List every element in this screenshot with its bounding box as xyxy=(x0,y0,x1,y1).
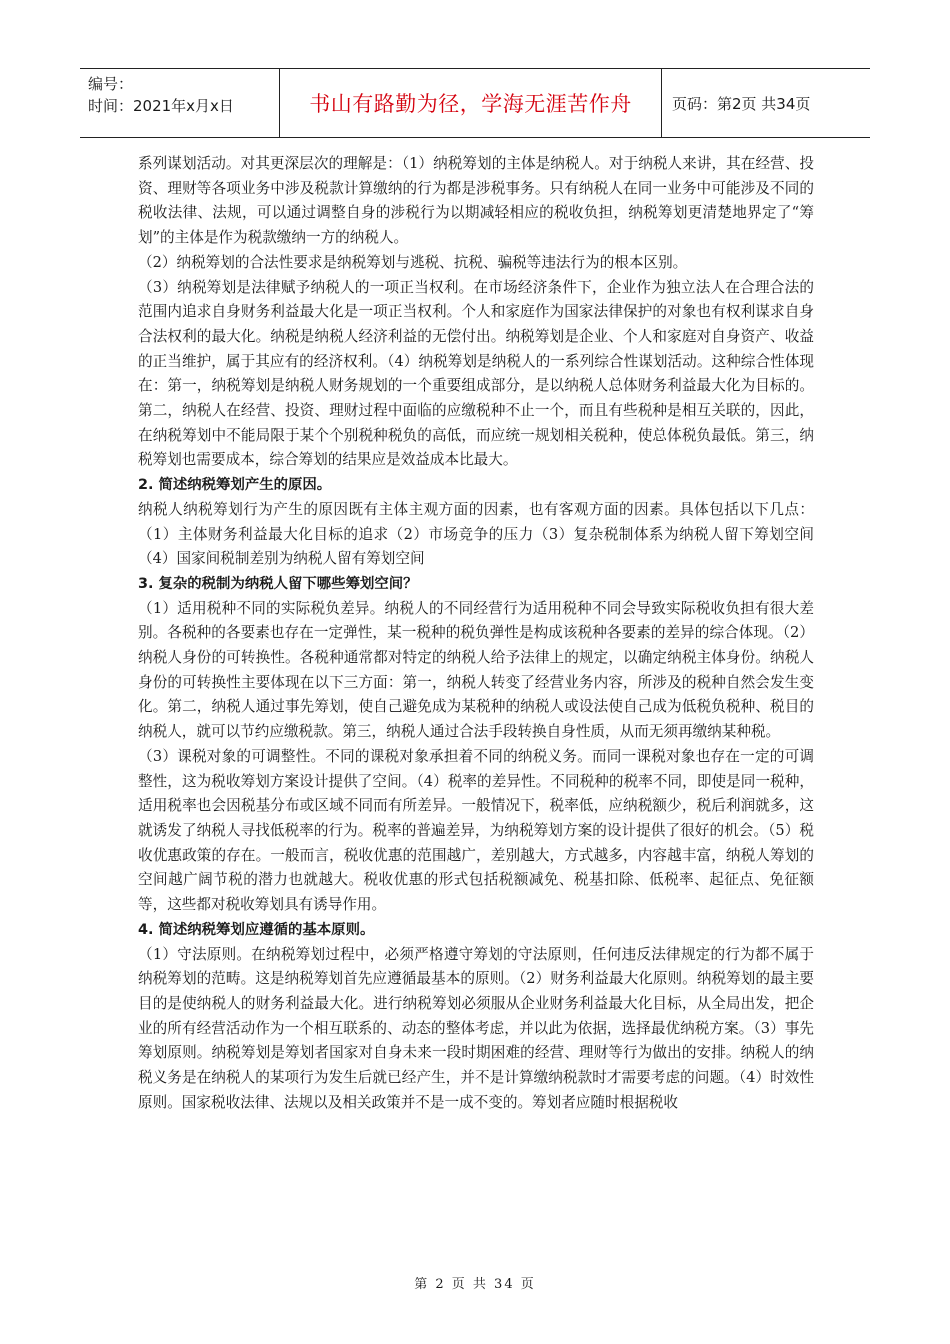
body-paragraph: （3）纳税筹划是法律赋予纳税人的一项正当权利。在市场经济条件下，企业作为独立法人在合理合法的范围内追求自身财务利益最大化是一项正当权利。个人和家庭作为国家法律保护的对象也有权利谋求自身合法权利的最大化。纳税是纳税人经济利益的无偿付出。纳税筹划是企业、个人和家庭对自身资产、收益的正当维护，属于其应有的经济权利。（4）纳税筹划是纳税人的一系列综合性谋划活动。这种综合性体现在：第一，纳税筹划是纳税人财务规划的一个重要组成部分，是以纳税人总体财务利益最大化为目标的。第二，纳税人在经营、投资、理财过程中面临的应缴税种不止一个，而且有些税种是相互关联的，因此，在纳税筹划中不能局限于某个个别税种税负的高低，而应统一规划相关税种，使总体税负最低。第三，纳税筹划也需要成本，综合筹划的结果应是效益成本比最大。 xyxy=(138,278,814,469)
document-number: 编号： xyxy=(88,75,134,93)
header-page-number: 页码：第2页 共34页 xyxy=(672,94,811,113)
body-paragraph: （3）课税对象的可调整性。不同的课税对象承担着不同的纳税义务。而同一课税对象也存在一定的可调整性，这为税收筹划方案设计提供了空间。（4）税率的差异性。不同税种的税率不同，即使是同一税种，适用税率也会因税基分布或区域不同而有所差异。一般情况下，税率低，应纳税额少，税后利润就多，这就诱发了纳税人寻找低税率的行为。税率的普遍差异，为纳税筹划方案的设计提供了很好的机会。（5）税收优惠政策的存在。一般而言，税收优惠的范围越广，差别越大，方式越多，内容越丰富，纳税人筹划的空间越广阔节税的潜力也就越大。税收优惠的形式包括税额减免、税基扣除、低税率、起征点、免征额等，这些都对税收筹划具有诱导作用。 xyxy=(138,747,814,914)
document-date: 时间：2021年x月x日 xyxy=(88,97,234,115)
header-motto: 书山有路勤为径，学海无涯苦作舟 xyxy=(280,69,662,137)
question-heading: 3. 复杂的税制为纳税人留下哪些筹划空间？ xyxy=(138,575,418,592)
question-heading: 4. 简述纳税筹划应遵循的基本原则。 xyxy=(138,921,375,938)
body-paragraph: 系列谋划活动。对其更深层次的理解是：（1）纳税筹划的主体是纳税人。对于纳税人来讲，其在经营、投资、理财等各项业务中涉及税款计算缴纳的行为都是涉税事务。只有纳税人在同一业务中可能涉及不同的税收法律、法规，可以通过调整自身的涉税行为以期减轻相应的税收负担，纳税筹划更清楚地界定了“筹划”的主体是作为税款缴纳一方的纳税人。 xyxy=(138,155,814,247)
body-paragraph: （2）纳税筹划的合法性要求是纳税筹划与逃税、抗税、骗税等违法行为的根本区别。 xyxy=(138,253,688,271)
question-heading: 2. 简述纳税筹划产生的原因。 xyxy=(138,477,332,494)
header-meta xyxy=(80,69,280,137)
document-body xyxy=(138,152,814,1115)
page-footer: 第 2 页 共 34 页 xyxy=(414,1277,536,1292)
body-paragraph: （1）适用税种不同的实际税负差异。纳税人的不同经营行为适用税种不同会导致实际税收负担有很大差别。各税种的各要素也存在一定弹性，某一税种的税负弹性是构成该税种各要素的差异的综合体现。（2）纳税人身份的可转换性。各税种通常都对特定的纳税人给予法律上的规定，以确定纳税主体身份。纳税人身份的可转换性主要体现在以下三方面：第一，纳税人转变了经营业务内容，所涉及的税种自然会发生变化。第二，纳税人通过事先筹划，使自己避免成为某税种的纳税人或设法使自己成为低税负税种、税目的纳税人，就可以节约应缴税款。第三，纳税人通过合法手段转换自身性质，从而无须再缴纳某种税。 xyxy=(138,599,814,741)
page-header xyxy=(80,68,870,138)
body-paragraph: （1）守法原则。在纳税筹划过程中，必须严格遵守筹划的守法原则，任何违反法律规定的行为都不属于纳税筹划的范畴。这是纳税筹划首先应遵循最基本的原则。（2）财务利益最大化原则。纳税筹划的最主要目的是使纳税人的财务利益最大化。进行纳税筹划必须服从企业财务利益最大化目标，从全局出发，把企业的所有经营活动作为一个相互联系的、动态的整体考虑，并以此为依据，选择最优纳税方案。（3）事先筹划原则。纳税筹划是筹划者国家对自身未来一段时期困难的经营、理财等行为做出的安排。纳税人的纳税义务是在纳税人的某项行为发生后就已经产生，并不是计算缴纳税款时才需要考虑的问题。（4）时效性原则。国家税收法律、法规以及相关政策并不是一成不变的。筹划者应随时根据税收 xyxy=(138,945,814,1111)
body-paragraph: 纳税人纳税筹划行为产生的原因既有主体主观方面的因素，也有客观方面的因素。具体包括以下几点：（1）主体财务利益最大化目标的追求（2）市场竞争的压力（3）复杂税制体系为纳税人留下筹划空间（4）国家间税制差别为纳税人留有筹划空间 xyxy=(138,500,814,568)
